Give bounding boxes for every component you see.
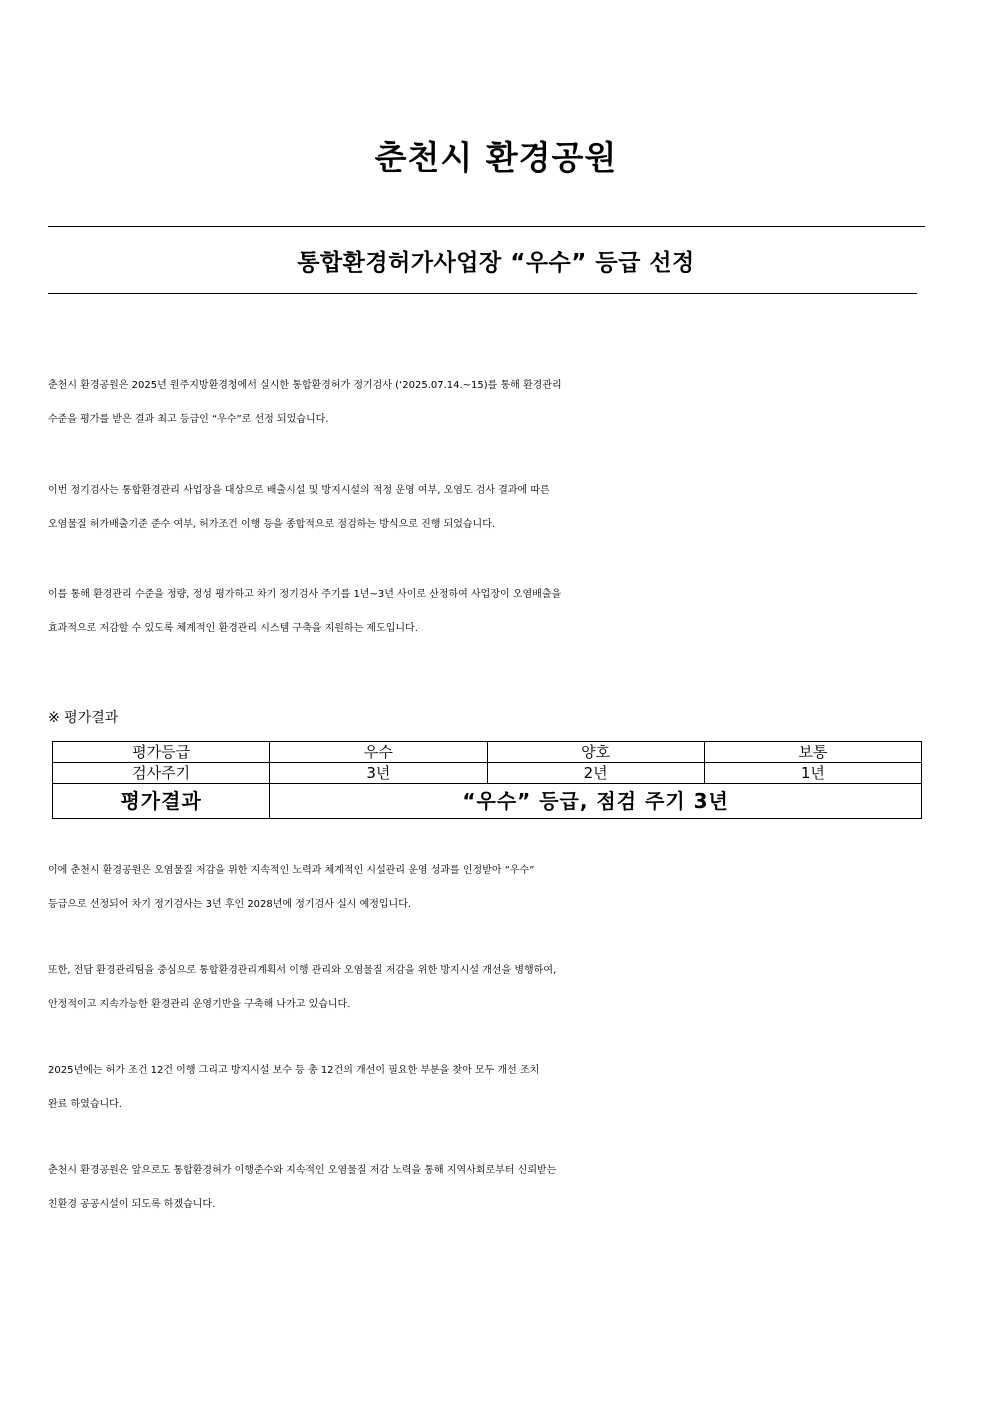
table-cell: 1년	[704, 763, 921, 784]
table-cell: 보통	[704, 742, 921, 763]
document-title: 춘천시 환경공원	[374, 138, 618, 177]
paragraph-commitment	[48, 1154, 948, 1222]
title-divider-bottom	[48, 293, 917, 294]
paragraph-line: 춘천시 환경공원은 2025년 원주지방환경청에서 실시한 통합환경허가 정기검사 (‘2025.07.14.~15)를 통해 환경관리	[48, 380, 562, 391]
paragraph-line: 등급으로 선정되어 차기 정기검사는 3년 후인 2028년에 정기검사 실시 예정입니다.	[48, 899, 412, 910]
document-subtitle: 통합환경허가사업장 “우수” 등급 선정	[297, 250, 695, 276]
summary-value: “우수” 등급, 점검 주기 3년	[270, 784, 922, 819]
table-cell: 2년	[487, 763, 704, 784]
paragraph-line: 안정적이고 지속가능한 환경관리 운영기반을 구축해 나가고 있습니다.	[48, 999, 351, 1010]
table-cell: 3년	[270, 763, 487, 784]
evaluation-note: ※ 평가결과	[48, 710, 119, 726]
paragraph-purpose	[48, 578, 948, 646]
paragraph-improvements	[48, 1054, 948, 1122]
table-cell-header: 검사주기	[53, 763, 270, 784]
title-divider-top	[48, 226, 925, 227]
paragraph-line: 이를 통해 환경관리 수준을 정량, 정성 평가하고 차기 정기검사 주기를 1년~3년 사이로 산정하여 사업장이 오염배출을	[48, 589, 562, 600]
table-cell-header: 평가등급	[53, 742, 270, 763]
summary-label: 평가결과	[53, 784, 270, 819]
paragraph-line: 완료 하였습니다.	[48, 1099, 122, 1110]
table-cell: 우수	[270, 742, 487, 763]
paragraph-team	[48, 954, 948, 1022]
paragraph-line: 수준을 평가를 받은 결과 최고 등급인 “우수”로 선정 되었습니다.	[48, 414, 329, 425]
paragraph-line: 이에 춘천시 환경공원은 오염물질 저감을 위한 지속적인 노력과 체계적인 시설관리 운영 성과를 인정받아 “우수”	[48, 865, 535, 876]
paragraph-line: 춘천시 환경공원은 앞으로도 통합환경허가 이행준수와 지속적인 오염물질 저감 노력을 통해 지역사회로부터 신뢰받는	[48, 1165, 557, 1176]
table-cell: 양호	[487, 742, 704, 763]
paragraph-result	[48, 854, 948, 922]
paragraph-line: 또한, 전담 환경관리팀을 중심으로 통합환경관리계획서 이행 관리와 오염물질 저감을 위한 방지시설 개선을 병행하여,	[48, 965, 557, 976]
paragraph-inspection	[48, 474, 948, 542]
table-row	[53, 763, 922, 784]
paragraph-intro	[48, 369, 948, 437]
paragraph-line: 2025년에는 허가 조건 12건 이행 그리고 방지시설 보수 등 총 12건의 개선이 필요한 부분을 찾아 모두 개선 조치	[48, 1065, 540, 1076]
paragraph-line: 이번 정기검사는 통합환경관리 사업장을 대상으로 배출시설 및 방지시설의 적정 운영 여부, 오염도 검사 결과에 따른	[48, 485, 550, 496]
table-row-summary	[53, 784, 922, 819]
paragraph-line: 오염물질 허가배출기준 준수 여부, 허가조건 이행 등을 종합적으로 점검하는 방식으로 진행 되었습니다.	[48, 519, 496, 530]
paragraph-line: 효과적으로 저감할 수 있도록 체계적인 환경관리 시스템 구축을 지원하는 제도입니다.	[48, 623, 418, 634]
table-row	[53, 742, 922, 763]
evaluation-table	[52, 741, 922, 819]
paragraph-line: 친환경 공공시설이 되도록 하겠습니다.	[48, 1199, 216, 1210]
